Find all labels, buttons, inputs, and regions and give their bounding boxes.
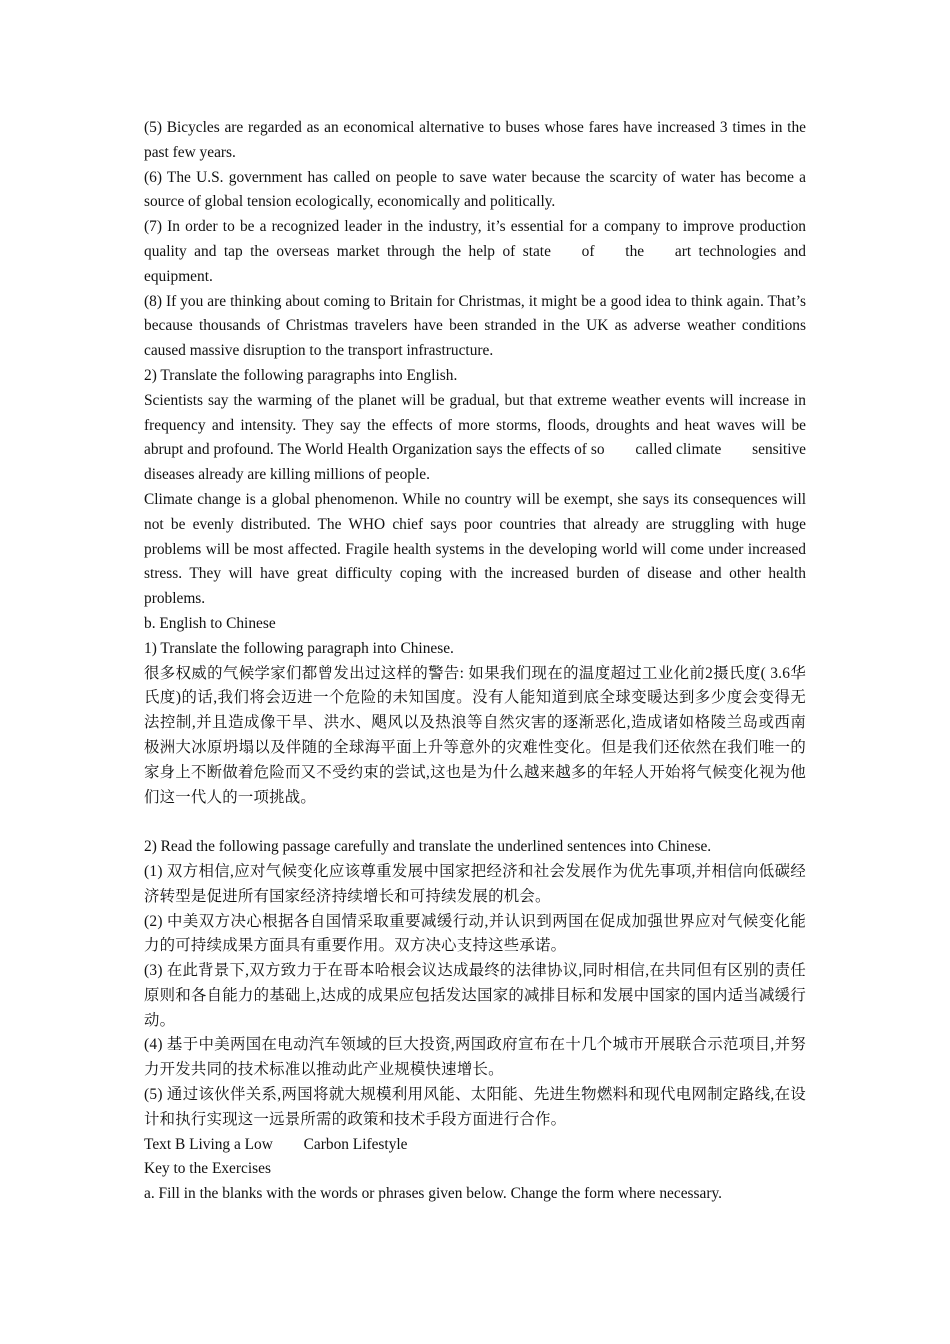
task-2-heading: 2) Translate the following paragraphs into English. [144,366,458,384]
chinese-sentence-2: (2) 中美双方决心根据各自国情采取重要减缓行动,并认识到两国在促成加强世界应对气候变化能力的可持续成果方面具有重要作用。双方决心支持这些承诺。 [144,912,806,955]
section-b-task-2-heading: 2) Read the following passage carefully and translate the underlined sentences into Chinese. [144,838,712,856]
chinese-sentence-1: (1) 双方相信,应对气候变化应该尊重发展中国家把经济和社会发展作为优先事项,并相信向低碳经济转型是促进所有国家经济持续增长和可持续发展的机会。 [144,862,806,905]
sentence-item-6: (6) The U.S. government has called on people to save water because the scarcity of water has become a source of global tension ecologically, economically and politically. [144,168,806,211]
chinese-sentence-5: (5) 通过该伙伴关系,两国将就大规模利用风能、太阳能、先进生物燃料和现代电网制定路线,在设计和执行实现这一远景所需的政策和技术手段方面进行合作。 [144,1086,806,1128]
key-heading: Key to the Exercises [144,1160,271,1178]
sentence-item-8: (8) If you are thinking about coming to Britain for Christmas, it might be a good idea to think again. That’s because thousands of Christmas travelers have been stranded in the UK as adverse weather conditions caused massive disruption to the transport infrastructure. [144,292,806,360]
chinese-sentence-3: (3) 在此背景下,双方致力于在哥本哈根会议达成最终的法律协议,同时相信,在共同但有区别的责任原则和各自能力的基础上,达成的成果应包括发达国家的减排目标和发展中国家的国内适当减缓行动。 [144,962,806,1029]
text-b-title: Text B Living a Low Carbon Lifestyle [144,1135,408,1153]
english-paragraph-2: Climate change is a global phenomenon. While no country will be exempt, she says its consequences will not be evenly distributed. The WHO chief says poor countries that already are struggling with huge problems will be most affected. Fragile health systems in the developing world will come under increased stress. They will have great difficulty coping with the increased burden of disease and other health problems. [144,490,806,608]
document-page [144,116,806,1207]
exercise-a-instruction: a. Fill in the blanks with the words or phrases given below. Change the form where necessary. [144,1185,722,1203]
sentence-item-5: (5) Bicycles are regarded as an economical alternative to buses whose fares have increased 3 times in the past few years. [144,119,806,161]
chinese-paragraph: 很多权威的气候学家们都曾发出过这样的警告: 如果我们现在的温度超过工业化前2摄氏度( 3.6华氏度)的话,我们将会迈进一个危险的未知国度。没有人能知道到底全球变暖达到多少度会变得无法控制,并且造成像干旱、洪水、飓风以及热浪等自然灾害的逐渐恶化,造成诸如格陵兰岛或西南极洲大冰原坍塌以及伴随的全球海平面上升等意外的灾难性变化。但是我们还依然在我们唯一的家身上不断做着危险而又不受约束的尝试,这也是为什么越来越多的年轻人开始将气候变化视为他们这一代人的一项挑战。 [144,664,806,806]
blank-line [144,810,806,835]
section-b-task-1-heading: 1) Translate the following paragraph into Chinese. [144,639,454,657]
section-b-heading: b. English to Chinese [144,614,276,632]
chinese-sentence-4: (4) 基于中美两国在电动汽车领域的巨大投资,两国政府宣布在十几个城市开展联合示范项目,并努力开发共同的技术标准以推动此产业规模快速增长。 [144,1036,806,1079]
sentence-item-7: (7) In order to be a recognized leader in the industry, it’s essential for a company to improve production quality and tap the overseas market through the help of state of the art technologies and equipment. [144,218,806,285]
english-paragraph-1: Scientists say the warming of the planet will be gradual, but that extreme weather events will increase in frequency and intensity. They say the effects of more storms, floods, droughts and heat waves will be abrupt and profound. The World Health Organization says the effects of so called climate sensitive diseases already are killing millions of people. [144,391,806,484]
